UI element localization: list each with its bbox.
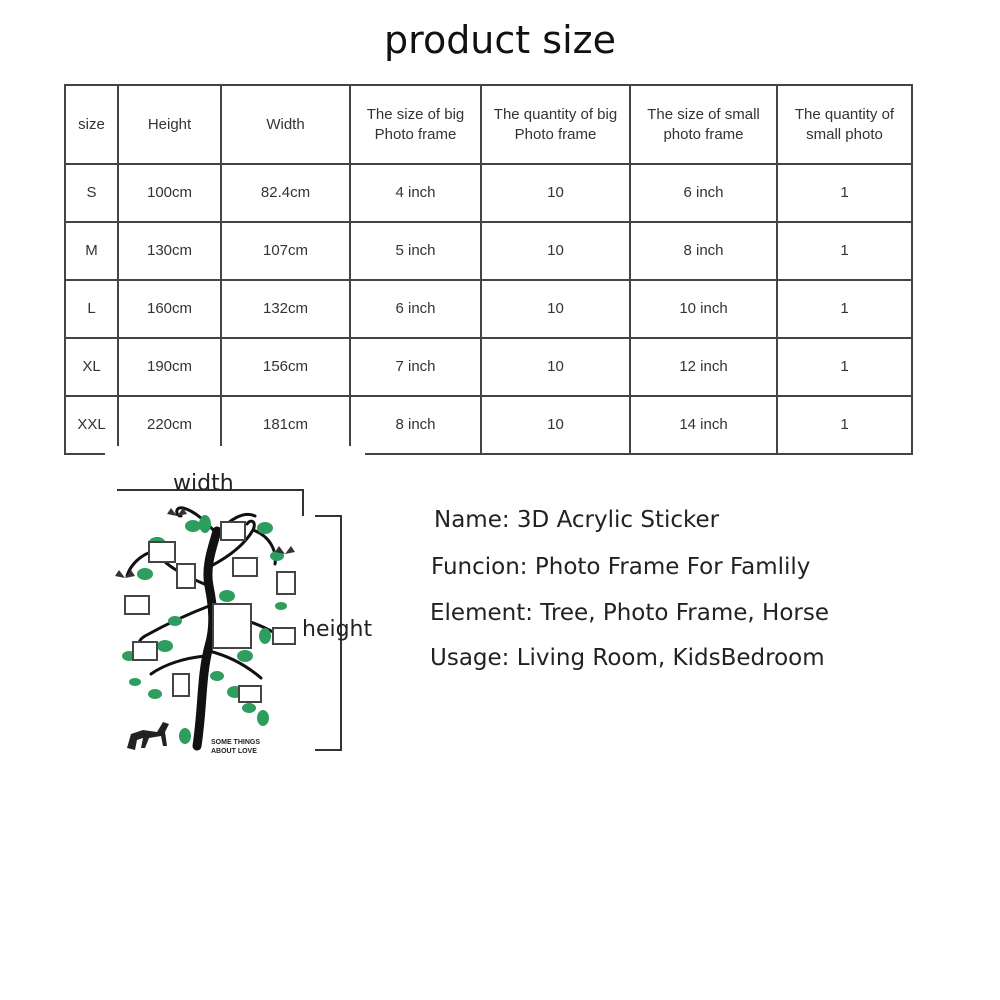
- cell-size: L: [65, 280, 118, 338]
- tree-sticker-image: [105, 446, 365, 756]
- table-header-row: [65, 85, 912, 164]
- cell-width: 156cm: [221, 338, 350, 396]
- cell-height: 160cm: [118, 280, 221, 338]
- cell-small-frame-size: 12 inch: [630, 338, 777, 396]
- cell-size: M: [65, 222, 118, 280]
- cell-width: 107cm: [221, 222, 350, 280]
- sticker-illustration: [105, 446, 373, 756]
- cell-small-frame-size: 6 inch: [630, 164, 777, 222]
- product-usage: Usage: Living Room, KidsBedroom: [430, 645, 825, 671]
- cell-small-photo-quantity: 1: [777, 396, 912, 454]
- cell-width: 82.4cm: [221, 164, 350, 222]
- table-row: [65, 222, 912, 280]
- width-label: width: [173, 471, 234, 496]
- cell-big-frame-size: 4 inch: [350, 164, 481, 222]
- header-small-frame-size: The size of small photo frame: [630, 85, 777, 164]
- cell-height: 130cm: [118, 222, 221, 280]
- table-row: [65, 164, 912, 222]
- cell-size: S: [65, 164, 118, 222]
- table-row: [65, 338, 912, 396]
- cell-big-frame-quantity: 10: [481, 164, 630, 222]
- header-height: Height: [118, 85, 221, 164]
- cell-small-photo-quantity: 1: [777, 280, 912, 338]
- size-table: [64, 84, 913, 455]
- cell-big-frame-size: 5 inch: [350, 222, 481, 280]
- cell-big-frame-size: 6 inch: [350, 280, 481, 338]
- cell-width: 132cm: [221, 280, 350, 338]
- cell-big-frame-size: 8 inch: [350, 396, 481, 454]
- cell-small-photo-quantity: 1: [777, 164, 912, 222]
- product-name: Name: 3D Acrylic Sticker: [434, 507, 720, 533]
- header-big-frame-quantity: The quantity of big Photo frame: [481, 85, 630, 164]
- cell-big-frame-quantity: 10: [481, 338, 630, 396]
- cell-big-frame-size: 7 inch: [350, 338, 481, 396]
- cell-big-frame-quantity: 10: [481, 396, 630, 454]
- cell-big-frame-quantity: 10: [481, 280, 630, 338]
- table-row: [65, 280, 912, 338]
- cell-height: 190cm: [118, 338, 221, 396]
- header-small-photo-quantity: The quantity of small photo: [777, 85, 912, 164]
- height-label: height: [302, 617, 373, 642]
- cell-small-frame-size: 14 inch: [630, 396, 777, 454]
- header-size: size: [65, 85, 118, 164]
- page-title: product size: [384, 18, 616, 62]
- header-width: Width: [221, 85, 350, 164]
- sticker-text-line2: ABOUT LOVE: [211, 748, 257, 755]
- cell-height: 100cm: [118, 164, 221, 222]
- cell-small-frame-size: 8 inch: [630, 222, 777, 280]
- cell-width: 181cm: [221, 396, 350, 454]
- cell-height: 220cm: [118, 396, 221, 454]
- product-element: Element: Tree, Photo Frame, Horse: [430, 600, 829, 626]
- product-function: Funcion: Photo Frame For Famlily: [431, 554, 811, 580]
- cell-size: XL: [65, 338, 118, 396]
- cell-small-frame-size: 10 inch: [630, 280, 777, 338]
- cell-size: XXL: [65, 396, 118, 454]
- cell-big-frame-quantity: 10: [481, 222, 630, 280]
- sticker-text-line1: SOME THINGS: [211, 739, 261, 746]
- header-big-frame-size: The size of big Photo frame: [350, 85, 481, 164]
- cell-small-photo-quantity: 1: [777, 338, 912, 396]
- cell-small-photo-quantity: 1: [777, 222, 912, 280]
